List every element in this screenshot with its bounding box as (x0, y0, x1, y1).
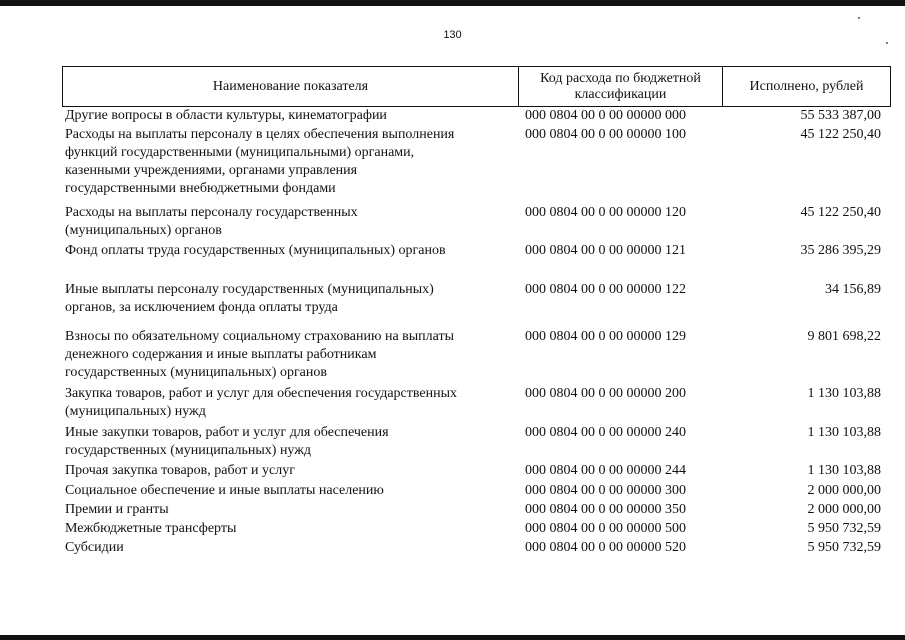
row-amount: 1 130 103,88 (807, 463, 881, 478)
row-amount: 2 000 000,00 (807, 483, 881, 498)
row-amount: 55 533 387,00 (800, 108, 881, 123)
row-code: 000 0804 00 0 00 00000 200 (525, 386, 686, 401)
row-name: Премии и гранты (65, 502, 169, 517)
row-amount: 5 950 732,59 (807, 540, 881, 555)
header-code: Код расхода по бюджетной классификации (540, 70, 701, 102)
row-amount: 35 286 395,29 (800, 243, 881, 258)
row-amount: 1 130 103,88 (807, 425, 881, 440)
row-amount: 45 122 250,40 (800, 205, 881, 220)
header-amount: Исполнено, рублей (749, 78, 864, 94)
row-amount: 2 000 000,00 (807, 502, 881, 517)
row-name: Иные выплаты персоналу государственных (муниципальных) органов, за исключением фонда оплаты труда (65, 282, 434, 315)
row-name: Иные закупки товаров, работ и услуг для обеспечения государственных (муниципальных) нужд (65, 425, 389, 458)
row-amount: 1 130 103,88 (807, 386, 881, 401)
row-code: 000 0804 00 0 00 00000 520 (525, 540, 686, 555)
row-name: Расходы на выплаты персоналу в целях обеспечения выполнения функций государственными (муниципальными) органами, казенными учреждениями, органами управления государственными внебюджетными фондами (65, 127, 455, 196)
row-code: 000 0804 00 0 00 00000 000 (525, 108, 686, 123)
row-code: 000 0804 00 0 00 00000 300 (525, 483, 686, 498)
row-amount: 45 122 250,40 (800, 127, 881, 142)
row-code: 000 0804 00 0 00 00000 100 (525, 127, 686, 142)
row-code: 000 0804 00 0 00 00000 240 (525, 425, 686, 440)
row-name: Субсидии (65, 540, 124, 555)
page-number: 130 (443, 29, 462, 41)
row-amount: 34 156,89 (825, 282, 881, 297)
row-name: Другие вопросы в области культуры, кинематографии (65, 108, 387, 123)
row-name: Расходы на выплаты персоналу государственных (муниципальных) органов (65, 205, 358, 238)
row-code: 000 0804 00 0 00 00000 120 (525, 205, 686, 220)
row-code: 000 0804 00 0 00 00000 350 (525, 502, 686, 517)
row-code: 000 0804 00 0 00 00000 121 (525, 243, 686, 258)
row-name: Межбюджетные трансферты (65, 521, 237, 536)
row-amount: 9 801 698,22 (807, 329, 881, 344)
row-amount: 5 950 732,59 (807, 521, 881, 536)
row-name: Взносы по обязательному социальному страхованию на выплаты денежного содержания и иные выплаты работникам государственных (муниципальных) органов (65, 329, 455, 380)
row-code: 000 0804 00 0 00 00000 122 (525, 282, 686, 297)
header-name: Наименование показателя (212, 78, 369, 94)
row-name: Закупка товаров, работ и услуг для обеспечения государственных (муниципальных) нужд (65, 386, 458, 419)
row-name: Прочая закупка товаров, работ и услуг (65, 463, 295, 478)
row-name: Социальное обеспечение и иные выплаты населению (65, 483, 384, 498)
bottom-border-rule (0, 635, 905, 640)
row-code: 000 0804 00 0 00 00000 244 (525, 463, 686, 478)
row-code: 000 0804 00 0 00 00000 129 (525, 329, 686, 344)
row-code: 000 0804 00 0 00 00000 500 (525, 521, 686, 536)
row-name: Фонд оплаты труда государственных (муниципальных) органов (65, 243, 446, 258)
